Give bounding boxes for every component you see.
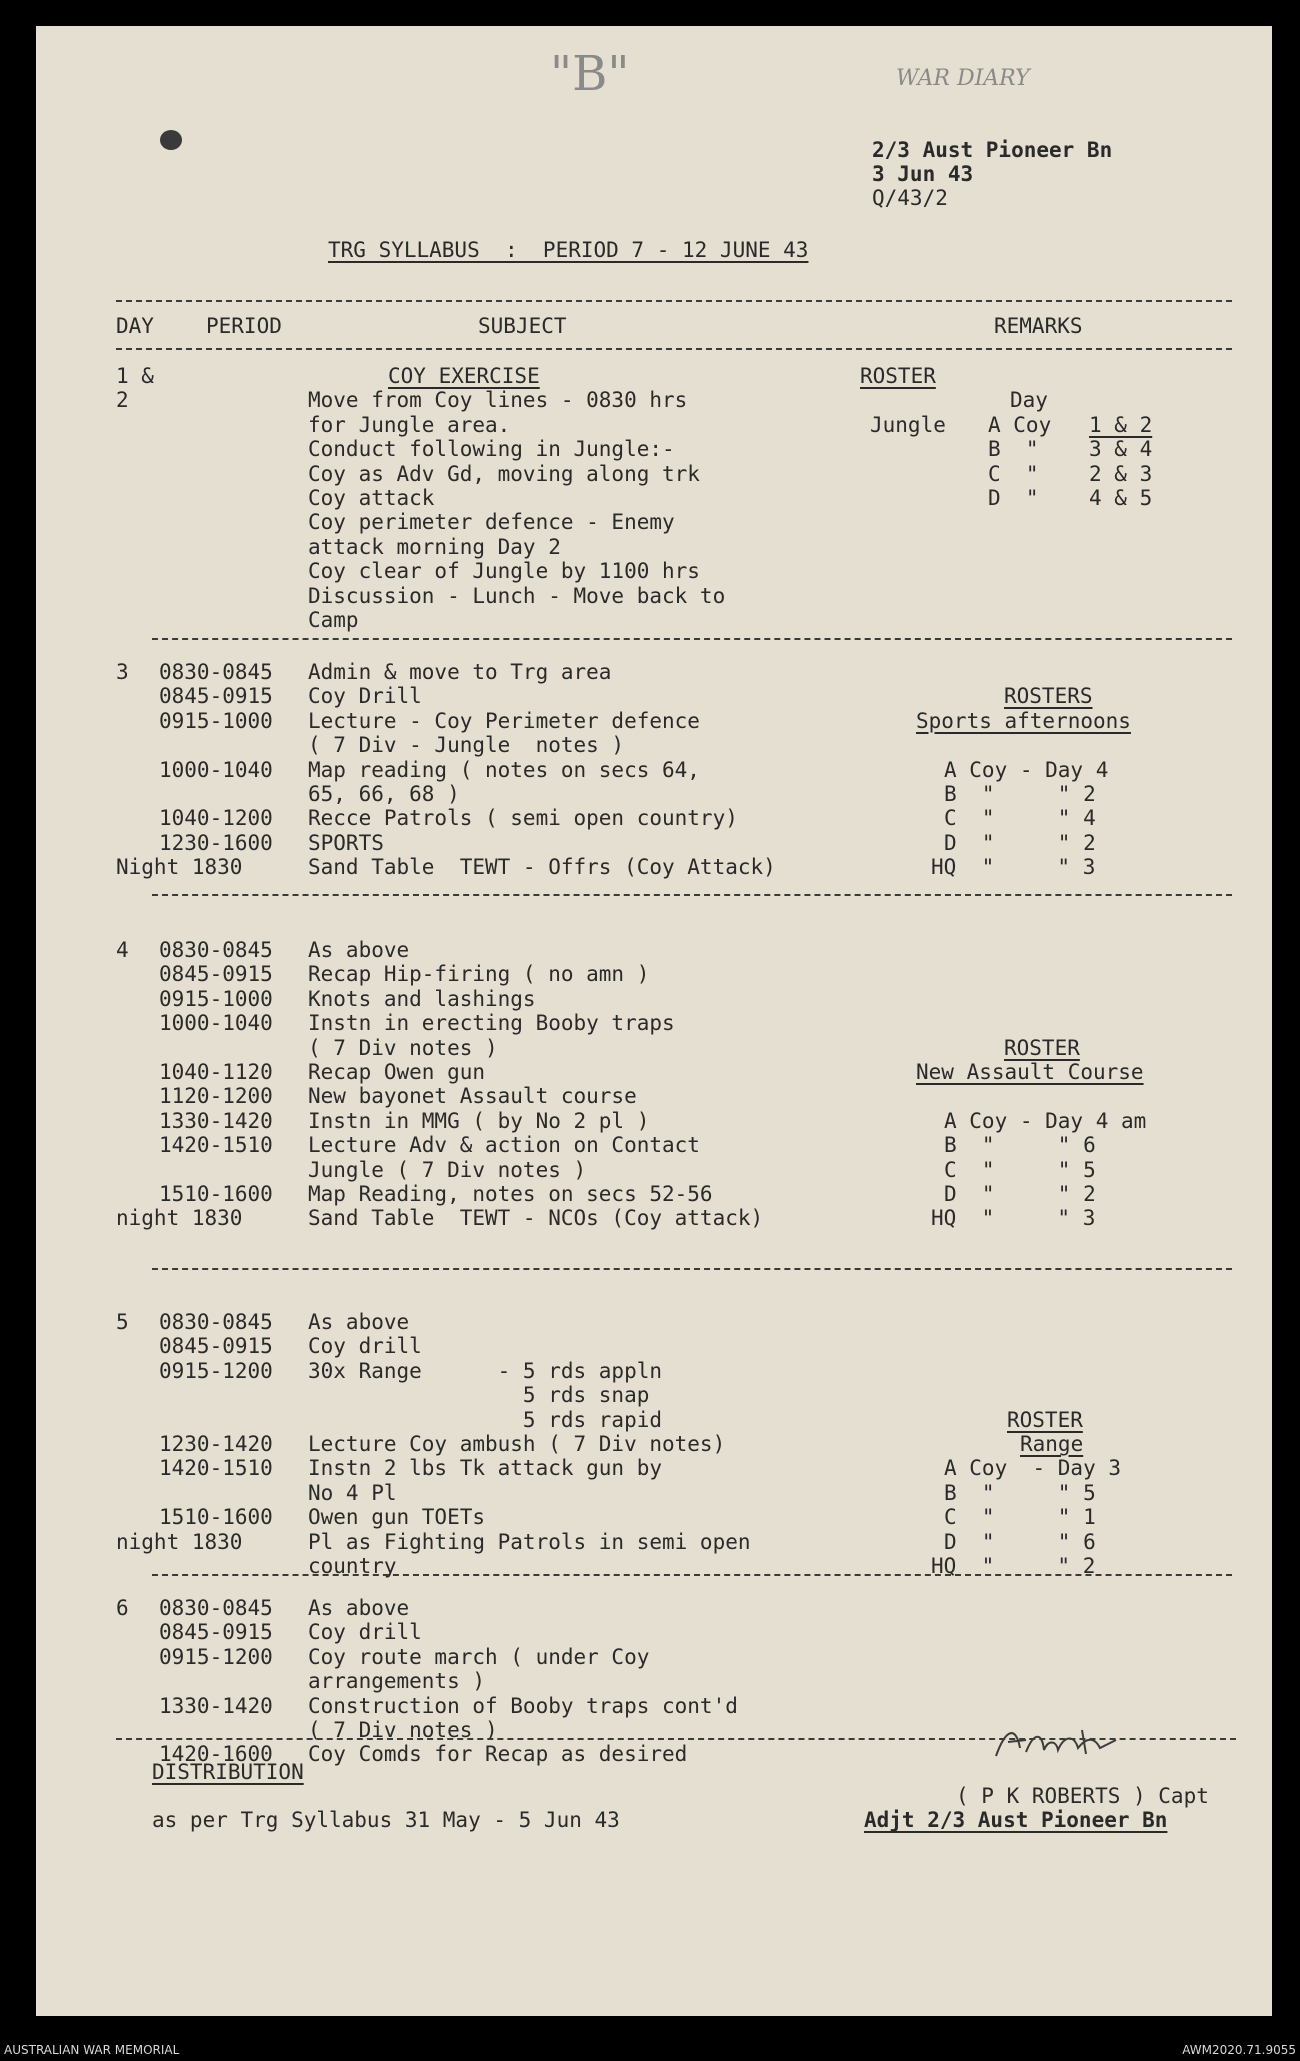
period-time: night 1830 (116, 1529, 243, 1554)
document-reference: Q/43/2 (872, 186, 948, 210)
day-number: 5 (116, 1310, 129, 1334)
period-time: 1000-1040 (159, 1011, 273, 1036)
period-time: 0915-1000 (159, 986, 273, 1011)
column-header-period: PERIOD (206, 314, 282, 338)
signatory-role: Adjt 2/3 Aust Pioneer Bn (864, 1808, 1168, 1832)
remarks-text: Range (1020, 1432, 1084, 1456)
period-time: 0845-0915 (159, 962, 273, 987)
dashed-rule (152, 894, 1232, 896)
dashed-rule (152, 1268, 1232, 1270)
remarks-text: ROSTER (1004, 1035, 1080, 1060)
remarks-text: A Coy (988, 412, 1052, 437)
subject-text: New bayonet Assault course (308, 1084, 637, 1109)
remarks-text: B " " 2 (944, 782, 1096, 806)
period-time: 0915-1200 (159, 1358, 273, 1383)
subject-text: Coy clear of Jungle by 1100 hrs (308, 559, 700, 584)
subject-text: arrangements ) (308, 1669, 486, 1694)
dashed-rule (116, 348, 1232, 350)
period-time: Night 1830 (116, 855, 243, 880)
remarks-text: A Coy - Day 4 (944, 757, 1109, 782)
subject-text: As above (308, 938, 410, 962)
subject-text: Coy attack (308, 486, 435, 510)
day-number: 1 & (116, 364, 154, 388)
distribution-heading: DISTRIBUTION (152, 1760, 304, 1784)
remarks-text: D " (988, 486, 1039, 510)
subject-text: Move from Coy lines - 0830 hrs (308, 388, 688, 413)
subject-text: Coy Drill (308, 684, 422, 709)
period-time: 0830-0845 (159, 1596, 273, 1620)
subject-text: SPORTS (308, 830, 384, 855)
remarks-text: D " " 2 (944, 1182, 1096, 1206)
remarks-text: C " " 1 (944, 1505, 1096, 1530)
subject-text: Jungle ( 7 Div notes ) (308, 1157, 587, 1182)
document-page (36, 26, 1272, 2016)
remarks-text: C " " 5 (944, 1157, 1096, 1182)
subject-text: As above (308, 1596, 410, 1620)
subject-text: Coy Comds for Recap as desired (308, 1742, 688, 1767)
subject-text: Recce Patrols ( semi open country) (308, 806, 738, 831)
subject-text: Knots and lashings (308, 986, 536, 1011)
period-time: 1230-1600 (159, 830, 273, 855)
subject-text: Pl as Fighting Patrols in semi open (308, 1529, 751, 1554)
signatory-name: ( P K ROBERTS ) Capt (956, 1784, 1209, 1808)
document-date: 3 Jun 43 (872, 162, 974, 186)
subject-text: Map Reading, notes on secs 52-56 (308, 1182, 713, 1206)
remarks-text: ROSTERS (1004, 684, 1093, 709)
war-diary-stamp: WAR DIARY (896, 66, 1030, 91)
remarks-text: 4 & 5 (1089, 486, 1153, 510)
period-time: 0830-0845 (159, 1310, 273, 1334)
period-time: 1330-1420 (159, 1693, 273, 1718)
remarks-text: C " " 4 (944, 806, 1096, 831)
subject-text: Coy drill (308, 1334, 422, 1359)
subject-text: Recap Hip-firing ( no amn ) (308, 962, 650, 987)
period-time: 1420-1510 (159, 1133, 273, 1158)
period-time: 0830-0845 (159, 938, 273, 962)
remarks-text: HQ " " 3 (931, 1206, 1096, 1231)
subject-text: Construction of Booby traps cont'd (308, 1693, 738, 1718)
subject-text: Lecture - Coy Perimeter defence (308, 708, 700, 733)
distribution-text: as per Trg Syllabus 31 May - 5 Jun 43 (152, 1808, 620, 1832)
remarks-text: D " " 2 (944, 830, 1096, 855)
subject-text: Coy as Adv Gd, moving along trk (308, 461, 700, 486)
dashed-rule (116, 300, 1232, 302)
remarks-text: HQ " " 2 (931, 1554, 1096, 1578)
footer-right: AWM2020.71.9055 (1182, 2043, 1296, 2057)
period-time: 1000-1040 (159, 757, 273, 782)
remarks-text: 2 & 3 (1089, 461, 1153, 486)
subject-text: Sand Table TEWT - NCOs (Coy attack) (308, 1206, 764, 1231)
subject-text: Owen gun TOETs (308, 1505, 486, 1530)
period-time: 0915-1000 (159, 708, 273, 733)
remarks-text: Day (1010, 388, 1048, 413)
subject-text: COY EXERCISE (388, 364, 540, 388)
subject-text: attack morning Day 2 (308, 534, 561, 559)
unit-name: 2/3 Aust Pioneer Bn (872, 138, 1113, 162)
column-header-remarks: REMARKS (994, 314, 1083, 338)
subject-text: ( 7 Div notes ) (308, 1035, 498, 1060)
subject-text: 5 rds rapid (308, 1407, 663, 1432)
dashed-rule (152, 1574, 1232, 1576)
remarks-text: ROSTER (1007, 1407, 1083, 1432)
handwritten-signature (986, 1718, 1166, 1768)
remarks-text: Jungle (870, 412, 946, 437)
period-time: 1510-1600 (159, 1505, 273, 1530)
subject-text: country (308, 1554, 397, 1578)
subject-text: Coy perimeter defence - Enemy (308, 510, 675, 535)
handwritten-b: "B" (550, 46, 630, 102)
day-number: 2 (116, 388, 129, 413)
dashed-rule (152, 638, 1232, 640)
subject-text: Coy drill (308, 1620, 422, 1645)
subject-text: ( 7 Div notes ) (308, 1718, 498, 1742)
subject-text: for Jungle area. (308, 412, 511, 437)
remarks-text: ROSTER (860, 364, 936, 388)
period-time: 1120-1200 (159, 1084, 273, 1109)
subject-text: Camp (308, 608, 359, 632)
subject-text: Conduct following in Jungle:- (308, 437, 675, 462)
remarks-text: B " " 5 (944, 1480, 1096, 1505)
subject-text: Instn 2 lbs Tk attack gun by (308, 1456, 663, 1481)
remarks-text: 3 & 4 (1089, 437, 1153, 462)
subject-text: Lecture Coy ambush ( 7 Div notes) (308, 1432, 726, 1456)
remarks-text: A Coy - Day 3 (944, 1456, 1122, 1481)
period-time: 1230-1420 (159, 1432, 273, 1456)
day-number: 4 (116, 938, 129, 962)
period-time: 1420-1510 (159, 1456, 273, 1481)
punch-hole (160, 130, 182, 150)
remarks-text: HQ " " 3 (931, 855, 1096, 880)
subject-text: Recap Owen gun (308, 1060, 486, 1084)
footer-left: AUSTRALIAN WAR MEMORIAL (4, 2043, 180, 2057)
subject-text: 30x Range - 5 rds appln (308, 1358, 663, 1383)
remarks-text: B " (988, 437, 1039, 462)
remarks-text: 1 & 2 (1089, 412, 1153, 437)
day-number: 6 (116, 1596, 129, 1620)
remarks-text: C " (988, 461, 1039, 486)
column-header-day: DAY (116, 314, 154, 338)
subject-text: As above (308, 1310, 410, 1334)
subject-text: Sand Table TEWT - Offrs (Coy Attack) (308, 855, 776, 880)
subject-text: Admin & move to Trg area (308, 660, 612, 684)
period-time: 0830-0845 (159, 660, 273, 684)
subject-text: ( 7 Div - Jungle notes ) (308, 733, 625, 758)
period-time: 0915-1200 (159, 1644, 273, 1669)
remarks-text: D " " 6 (944, 1529, 1096, 1554)
period-time: 1420-1600 (159, 1742, 273, 1767)
remarks-text: B " " 6 (944, 1133, 1096, 1158)
subject-text: Map reading ( notes on secs 64, (308, 757, 700, 782)
period-time: 0845-0915 (159, 1334, 273, 1359)
period-time: night 1830 (116, 1206, 243, 1231)
period-time: 0845-0915 (159, 684, 273, 709)
day-number: 3 (116, 660, 129, 684)
period-time: 0845-0915 (159, 1620, 273, 1645)
period-time: 1510-1600 (159, 1182, 273, 1206)
period-time: 1040-1120 (159, 1060, 273, 1084)
subject-text: 65, 66, 68 ) (308, 782, 460, 806)
subject-text: Coy route march ( under Coy (308, 1644, 650, 1669)
remarks-text: A Coy - Day 4 am (944, 1108, 1147, 1133)
subject-text: No 4 Pl (308, 1480, 397, 1505)
subject-text: 5 rds snap (308, 1383, 650, 1408)
subject-text: Instn in erecting Booby traps (308, 1011, 675, 1036)
period-time: 1040-1200 (159, 806, 273, 831)
remarks-text: New Assault Course (916, 1060, 1144, 1084)
period-time: 1330-1420 (159, 1108, 273, 1133)
subject-text: Discussion - Lunch - Move back to (308, 583, 726, 608)
remarks-text: Sports afternoons (916, 708, 1131, 733)
subject-text: Lecture Adv & action on Contact (308, 1133, 700, 1158)
column-header-subject: SUBJECT (478, 314, 567, 338)
document-title: TRG SYLLABUS : PERIOD 7 - 12 JUNE 43 (328, 238, 809, 262)
subject-text: Instn in MMG ( by No 2 pl ) (308, 1108, 650, 1133)
